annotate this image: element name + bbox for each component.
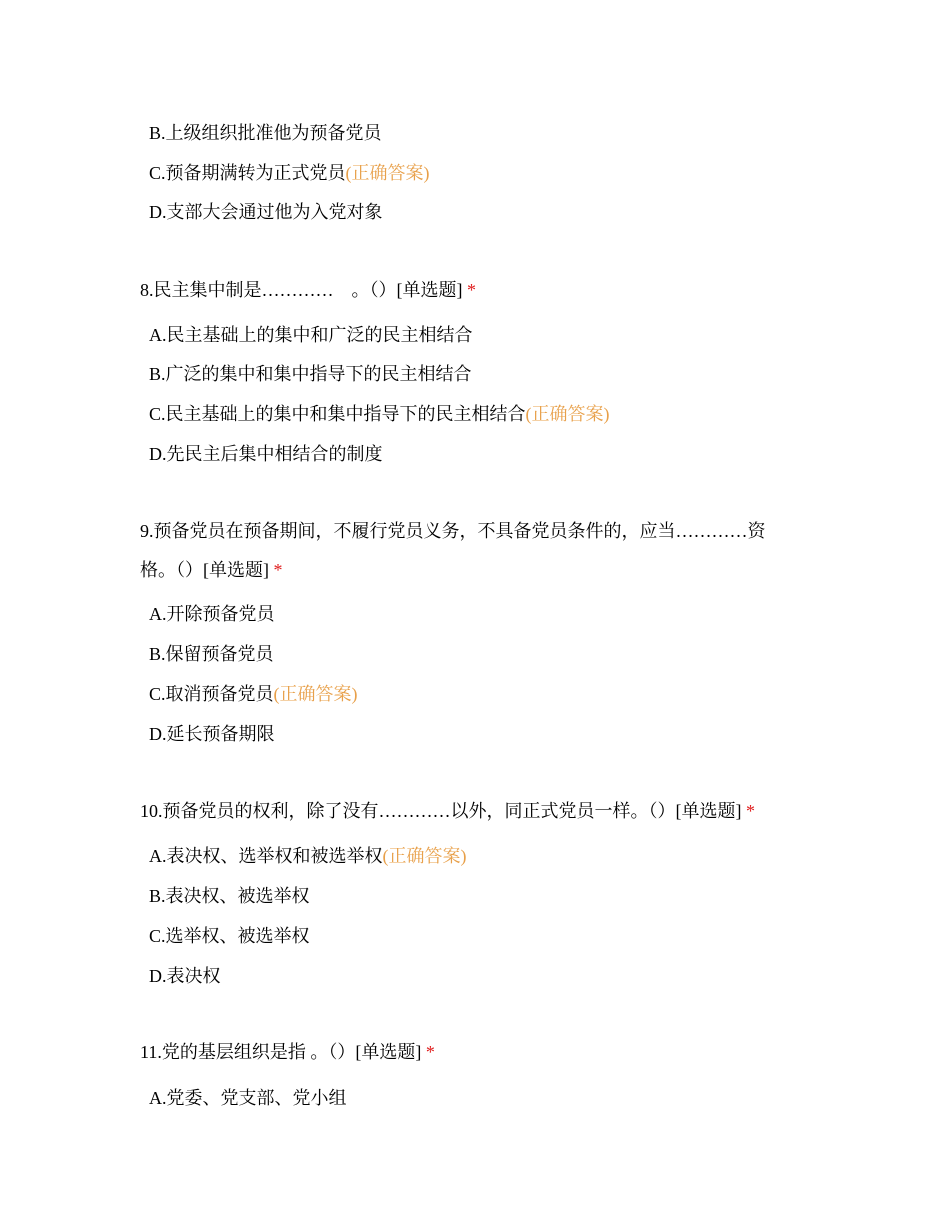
option-text: B.表决权、被选举权	[149, 886, 310, 906]
option-a	[149, 324, 473, 346]
required-star: *	[273, 560, 283, 580]
option-c	[149, 162, 430, 184]
option-c	[149, 403, 610, 425]
question-text: 11.党的基层组织是指 。（）[单选题]	[140, 1042, 422, 1062]
option-d	[149, 723, 275, 745]
option-a	[149, 603, 275, 625]
option-text: D.支部大会通过他为入党对象	[149, 202, 383, 222]
option-a	[149, 845, 467, 867]
correct-answer-label: (正确答案)	[345, 163, 430, 183]
option-text: B.广泛的集中和集中指导下的民主相结合	[149, 364, 472, 384]
question-8-title	[140, 279, 476, 301]
question-9-title	[140, 520, 766, 542]
option-text: B.保留预备党员	[149, 644, 274, 664]
option-text: C.选举权、被选举权	[149, 926, 310, 946]
option-text: A.党委、党支部、党小组	[149, 1088, 347, 1108]
question-11-title	[140, 1041, 435, 1063]
option-text: D.延长预备期限	[149, 724, 275, 744]
option-text: D.表决权	[149, 966, 221, 986]
option-text: C.预备期满转为正式党员	[149, 163, 346, 183]
question-10-title	[140, 800, 755, 822]
option-text: C.民主基础上的集中和集中指导下的民主相结合	[149, 404, 526, 424]
option-text: A.开除预备党员	[149, 604, 275, 624]
question-text: 8.民主集中制是………… 。（）[单选题]	[140, 280, 463, 300]
correct-answer-label: (正确答案)	[273, 684, 358, 704]
option-b	[149, 885, 310, 907]
question-9-title-cont	[140, 559, 283, 581]
option-text: A.民主基础上的集中和广泛的民主相结合	[149, 325, 473, 345]
correct-answer-label: (正确答案)	[525, 404, 610, 424]
option-a	[149, 1087, 347, 1109]
option-d	[149, 201, 383, 223]
option-c	[149, 925, 310, 947]
option-b	[149, 363, 472, 385]
option-d	[149, 965, 221, 987]
option-d	[149, 443, 383, 465]
option-text: C.取消预备党员	[149, 684, 274, 704]
required-star: *	[746, 801, 755, 821]
required-star: *	[467, 280, 476, 300]
option-c	[149, 683, 358, 705]
required-star: *	[425, 1042, 435, 1062]
question-text: 10.预备党员的权利，除了没有…………以外，同正式党员一样。（）[单选题]	[140, 801, 742, 821]
question-text: 9.预备党员在预备期间，不履行党员义务，不具备党员条件的，应当…………资	[140, 521, 766, 541]
option-text: B.上级组织批准他为预备党员	[149, 123, 382, 143]
correct-answer-label: (正确答案)	[382, 846, 467, 866]
question-text: 格。（）[单选题]	[140, 560, 269, 580]
option-b	[149, 643, 274, 665]
option-text: D.先民主后集中相结合的制度	[149, 444, 383, 464]
option-text: A.表决权、选举权和被选举权	[149, 846, 383, 866]
option-b	[149, 122, 382, 144]
